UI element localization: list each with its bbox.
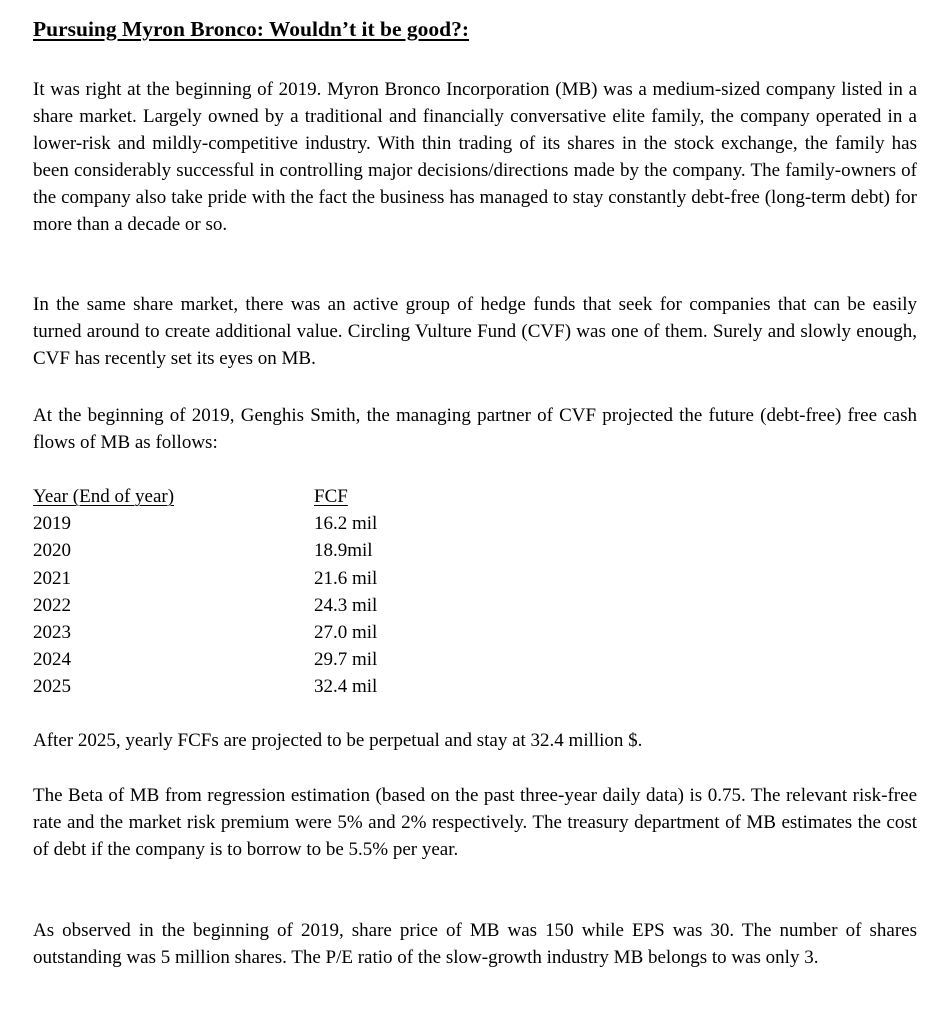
year-cell: 2023 — [33, 621, 71, 643]
year-cell: 2024 — [33, 649, 71, 671]
fcf-cell: 32.4 mil — [314, 676, 378, 698]
year-cell: 2021 — [33, 567, 71, 589]
table-row — [33, 673, 514, 700]
fcf-column-header: FCF — [314, 486, 348, 507]
fcf-cell: 18.9mil — [314, 540, 373, 562]
table-row — [33, 510, 514, 537]
table-row — [33, 619, 514, 646]
fcf-cell: 24.3 mil — [314, 594, 378, 616]
table-row — [33, 537, 514, 564]
fcf-table-header — [33, 483, 514, 510]
paragraph-projection: At the beginning of 2019, Genghis Smith, the managing partner of CVF projected the future (debt-free) free cash flows of MB as follows: — [33, 405, 917, 453]
table-row — [33, 646, 514, 673]
year-cell: 2022 — [33, 594, 71, 616]
paragraph-intro: It was right at the beginning of 2019. Myron Bronco Incorporation (MB) was a medium-sized company listed in a share market. Largely owned by a traditional and financially conversative elite family, the company operated in a lower-risk and mildly-competitive industry. With thin trading of its shares in the stock exchange, the family has been considerably successful in controlling major decisions/directions made by the company. The family-owners of the company also take pride with the fact the business has managed to stay constantly debt-free (long-term debt) for more than a decade or so. — [33, 79, 917, 235]
fcf-table — [33, 483, 514, 701]
year-cell: 2019 — [33, 513, 71, 535]
paragraph-perpetual: After 2025, yearly FCFs are projected to be perpetual and stay at 32.4 million $. — [33, 730, 643, 751]
paragraph-beta: The Beta of MB from regression estimation (based on the past three-year daily data) is 0.75. The relevant risk-free rate and the market risk premium were 5% and 2% respectively. The treasury department of MB estimates the cost of debt if the company is to borrow to be 5.5% per year. — [33, 785, 917, 860]
fcf-cell: 29.7 mil — [314, 649, 378, 671]
year-cell: 2025 — [33, 676, 71, 698]
fcf-cell: 27.0 mil — [314, 621, 378, 643]
fcf-cell: 21.6 mil — [314, 567, 378, 589]
table-row — [33, 592, 514, 619]
year-column-header: Year (End of year) — [33, 486, 175, 507]
document-title: Pursuing Myron Bronco: Wouldn’t it be good?: — [33, 17, 470, 41]
year-cell: 2020 — [33, 540, 71, 562]
paragraph-shares: As observed in the beginning of 2019, share price of MB was 150 while EPS was 30. The number of shares outstanding was 5 million shares. The P/E ratio of the slow-growth industry MB belongs to was only 3. — [33, 920, 917, 968]
fcf-cell: 16.2 mil — [314, 513, 378, 535]
paragraph-hedge-funds: In the same share market, there was an active group of hedge funds that seek for companies that can be easily turned around to create additional value. Circling Vulture Fund (CVF) was one of them. Surely and slowly enough, CVF has recently set its eyes on MB. — [33, 294, 917, 369]
table-row — [33, 565, 514, 592]
document-page — [33, 14, 917, 968]
